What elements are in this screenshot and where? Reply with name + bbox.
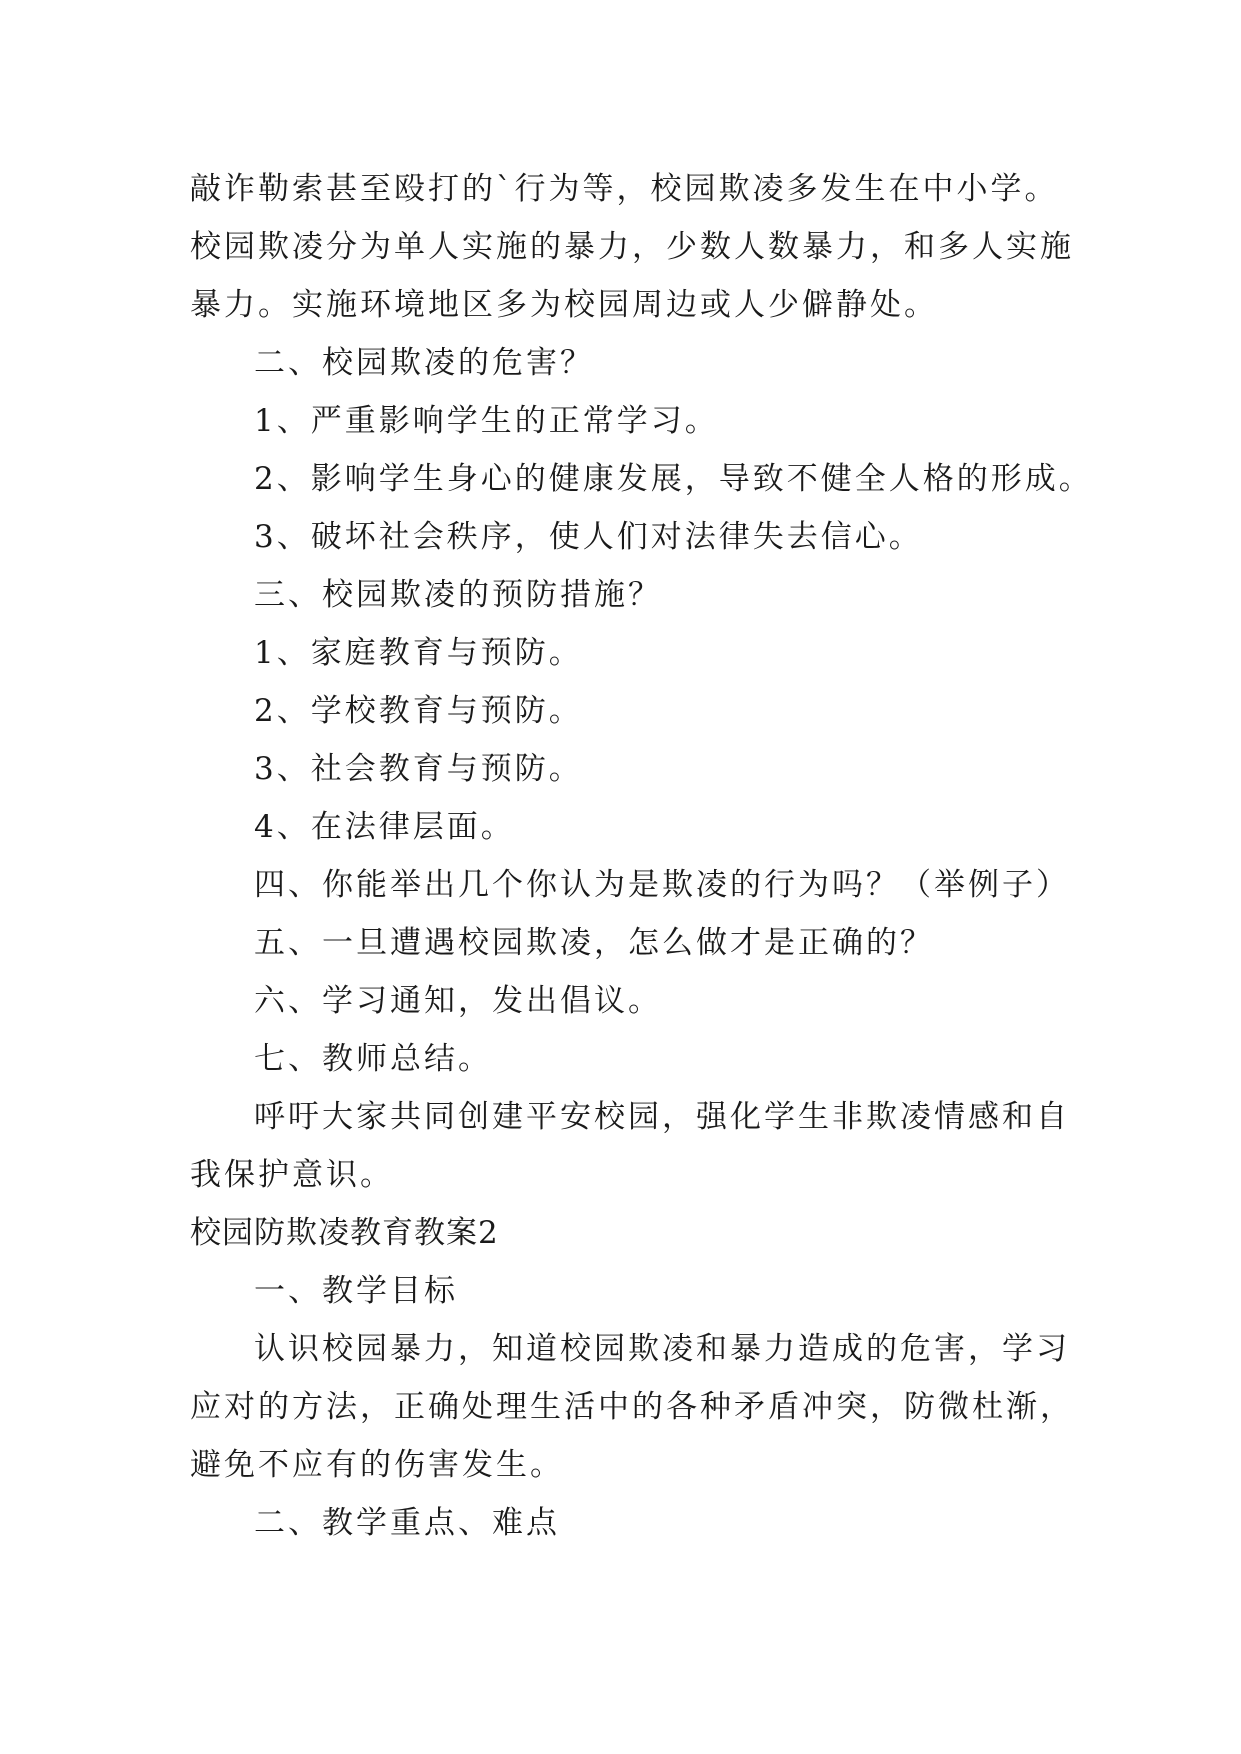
paragraph-line: 我保护意识。 bbox=[190, 1157, 394, 1193]
paragraph-line: 认识校园暴力，知道校园欺凌和暴力造成的危害，学习 bbox=[254, 1331, 1070, 1367]
section-heading: 一、教学目标 bbox=[254, 1273, 458, 1309]
paragraph-line: 暴力。实施环境地区多为校园周边或人少僻静处。 bbox=[190, 287, 938, 323]
section-heading: 六、学习通知，发出倡议。 bbox=[254, 983, 662, 1019]
paragraph-line: 应对的方法，正确处理生活中的各种矛盾冲突，防微杜渐， bbox=[190, 1389, 1074, 1425]
paragraph-line: 避免不应有的伤害发生。 bbox=[190, 1447, 564, 1483]
section-heading: 二、教学重点、难点 bbox=[254, 1505, 560, 1541]
paragraph-line: 敲诈勒索甚至殴打的`行为等，校园欺凌多发生在中小学。 bbox=[190, 171, 1059, 207]
list-item: 4、在法律层面。 bbox=[254, 809, 515, 845]
list-item: 2、影响学生身心的健康发展，导致不健全人格的形成。 bbox=[254, 461, 1093, 497]
section-heading: 七、教师总结。 bbox=[254, 1041, 492, 1077]
list-item: 1、家庭教育与预防。 bbox=[254, 635, 583, 671]
list-item: 3、破坏社会秩序，使人们对法律失去信心。 bbox=[254, 519, 923, 555]
document-body bbox=[190, 160, 1093, 1552]
document-title: 校园防欺凌教育教案2 bbox=[190, 1215, 499, 1251]
section-heading: 三、校园欺凌的预防措施？ bbox=[254, 577, 662, 613]
section-heading: 二、校园欺凌的危害？ bbox=[254, 345, 594, 381]
section-heading: 四、你能举出几个你认为是欺凌的行为吗？（举例子） bbox=[254, 867, 1070, 903]
list-item: 1、严重影响学生的正常学习。 bbox=[254, 403, 719, 439]
list-item: 3、社会教育与预防。 bbox=[254, 751, 583, 787]
section-heading: 五、一旦遭遇校园欺凌，怎么做才是正确的？ bbox=[254, 925, 934, 961]
list-item: 2、学校教育与预防。 bbox=[254, 693, 583, 729]
paragraph-line: 呼吁大家共同创建平安校园，强化学生非欺凌情感和自 bbox=[254, 1099, 1070, 1135]
paragraph-line: 校园欺凌分为单人实施的暴力，少数人数暴力，和多人实施 bbox=[190, 229, 1074, 265]
